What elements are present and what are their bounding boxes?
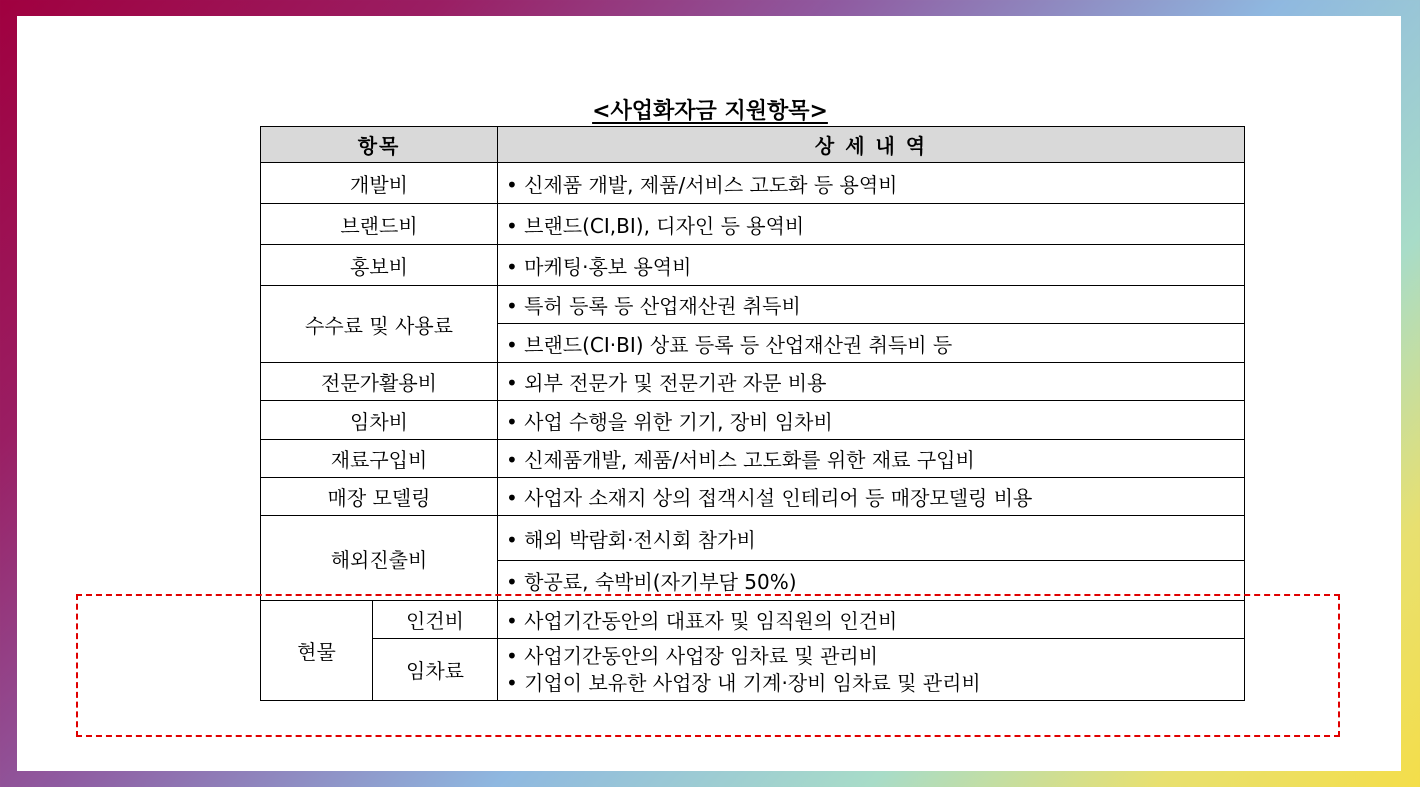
detail-cell: • 브랜드(CI·BI) 상표 등록 등 산업재산권 취득비 등 xyxy=(498,324,1245,363)
detail-cell: • 항공료, 숙박비(자기부담 50%) xyxy=(498,561,1245,601)
detail-cell: • 사업자 소재지 상의 접객시설 인테리어 등 매장모델링 비용 xyxy=(498,478,1245,516)
detail-cell: • 외부 전문가 및 전문기관 자문 비용 xyxy=(498,363,1245,401)
item-cell: 홍보비 xyxy=(261,245,498,286)
item-cell: 매장 모델링 xyxy=(261,478,498,516)
item-cell: 개발비 xyxy=(261,163,498,204)
header-details: 상 세 내 역 xyxy=(498,127,1245,163)
item-cell: 임차료 xyxy=(373,639,498,701)
detail-cell: • 신제품 개발, 제품/서비스 고도화 등 용역비 xyxy=(498,163,1245,204)
detail-cell: • 사업 수행을 위한 기기, 장비 임차비 xyxy=(498,401,1245,440)
detail-line: • 기업이 보유한 사업장 내 기계·장비 임차료 및 관리비 xyxy=(506,670,1238,697)
item-cell: 전문가활용비 xyxy=(261,363,498,401)
detail-cell: • 사업기간동안의 대표자 및 임직원의 인건비 xyxy=(498,601,1245,639)
detail-cell: • 브랜드(CI,BI), 디자인 등 용역비 xyxy=(498,204,1245,245)
detail-cell: • 신제품개발, 제품/서비스 고도화를 위한 재료 구입비 xyxy=(498,440,1245,478)
item-cell: 해외진출비 xyxy=(261,516,498,601)
item-cell: 브랜드비 xyxy=(261,204,498,245)
detail-cell: • 특허 등록 등 산업재산권 취득비 xyxy=(498,286,1245,324)
header-item: 항목 xyxy=(261,127,498,163)
detail-line: • 사업기간동안의 사업장 임차료 및 관리비 xyxy=(506,643,1238,670)
item-cell: 임차비 xyxy=(261,401,498,440)
item-cell: 수수료 및 사용료 xyxy=(261,286,498,363)
detail-cell: • 마케팅·홍보 용역비 xyxy=(498,245,1245,286)
item-cell: 재료구입비 xyxy=(261,440,498,478)
detail-cell: • 해외 박람회·전시회 참가비 xyxy=(498,516,1245,561)
table-title: <사업화자금 지원항목> xyxy=(592,99,828,124)
highlight-dashed-box xyxy=(76,594,1340,737)
in-kind-label: 현물 xyxy=(261,601,373,701)
item-cell: 인건비 xyxy=(373,601,498,639)
